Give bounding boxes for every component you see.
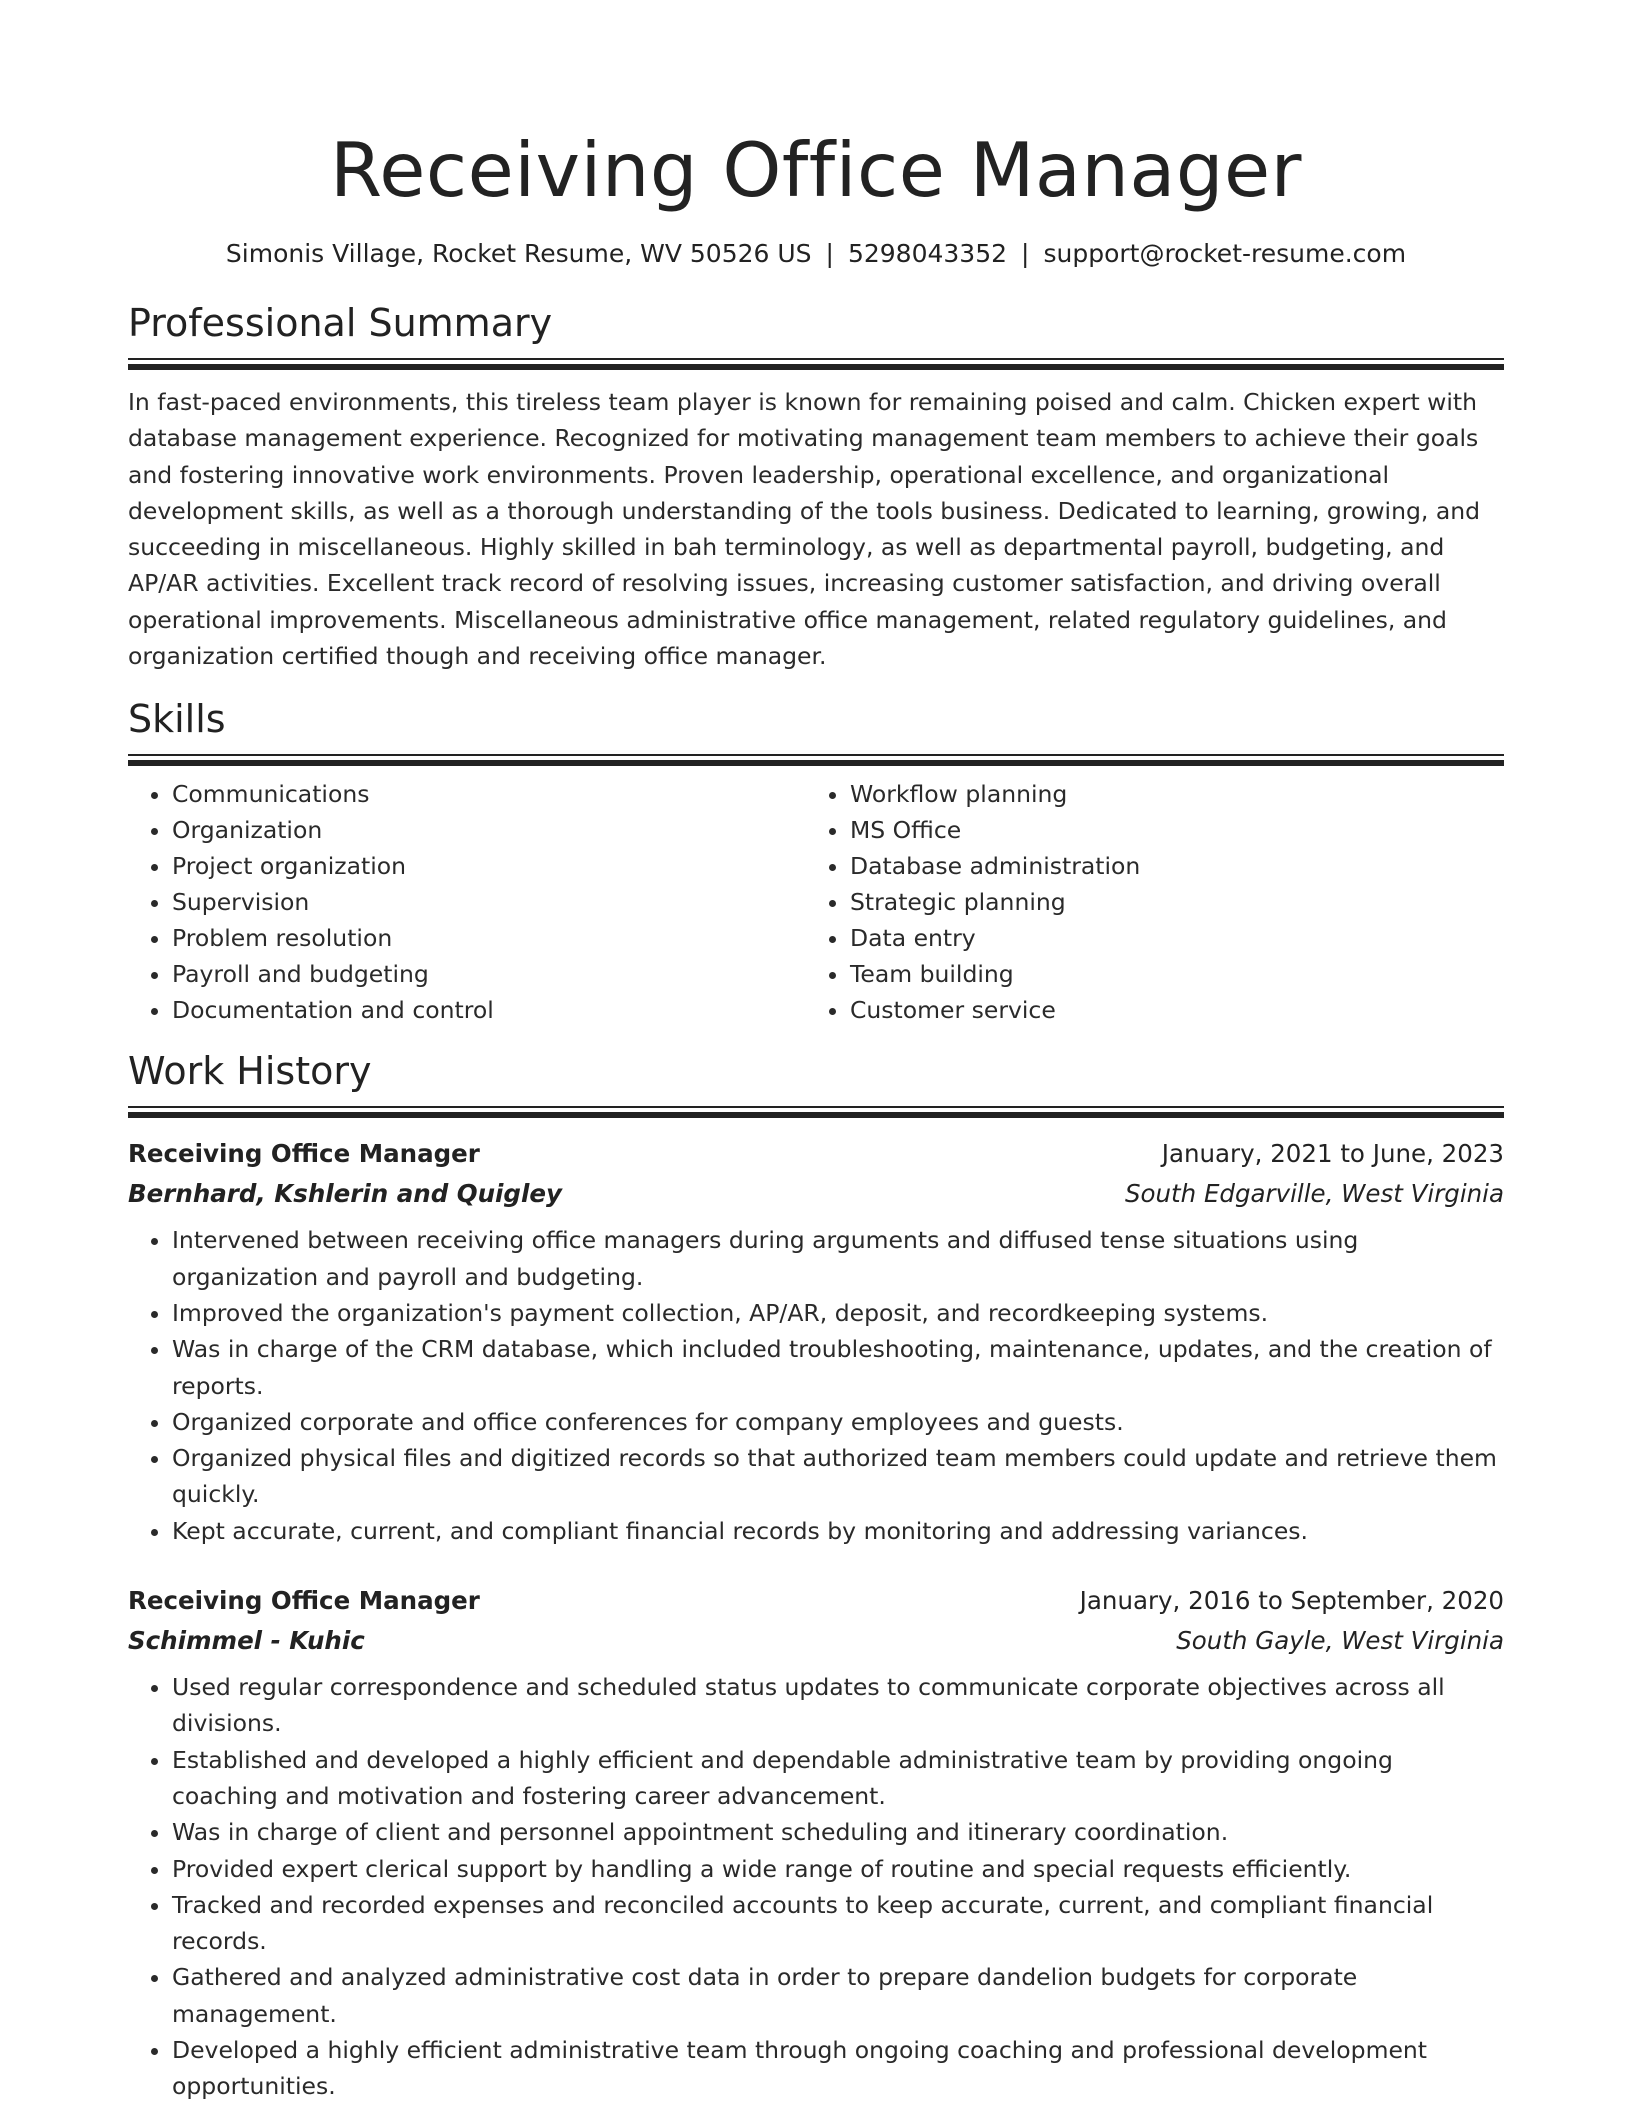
skill-item: • Project organization bbox=[172, 848, 806, 884]
section-divider bbox=[128, 754, 1504, 766]
job-bullet: • Kept accurate, current, and compliant financial records by monitoring and addressing variances. bbox=[172, 1513, 1504, 1549]
contact-line bbox=[128, 238, 1504, 270]
job-bullet: • Established and developed a highly efficient and dependable administrative team by providing ongoing coaching and motivation and fostering career advancement. bbox=[172, 1742, 1504, 1815]
contact-phone: 5298043352 bbox=[847, 239, 1008, 268]
resume-page bbox=[128, 0, 1504, 2105]
skill-item: • Payroll and budgeting bbox=[172, 956, 806, 992]
skill-item: • Strategic planning bbox=[850, 884, 1484, 920]
job-header bbox=[128, 1581, 1504, 1621]
job-dates: January, 2021 to June, 2023 bbox=[1161, 1139, 1504, 1169]
section-divider bbox=[128, 358, 1504, 370]
skills-section bbox=[128, 696, 1504, 1028]
section-title-summary: Professional Summary bbox=[128, 301, 553, 345]
job-bullet: • Was in charge of the CRM database, which included troubleshooting, maintenance, updates, and the creation of reports. bbox=[172, 1331, 1504, 1404]
summary-section bbox=[128, 300, 1504, 674]
job-title: Receiving Office Manager bbox=[128, 1139, 480, 1169]
job-bullet: • Provided expert clerical support by handling a wide range of routine and special requests efficiently. bbox=[172, 1851, 1504, 1887]
job-bullet: • Organized corporate and office conferences for company employees and guests. bbox=[172, 1404, 1504, 1440]
job-bullet: • Intervened between receiving office managers during arguments and diffused tense situations using organization and payroll and budgeting. bbox=[172, 1222, 1504, 1295]
section-title-work-history: Work History bbox=[128, 1049, 372, 1094]
job-bullet: • Used regular correspondence and scheduled status updates to communicate corporate objectives across all divisions. bbox=[172, 1669, 1504, 1742]
contact-address: Simonis Village, Rocket Resume, WV 50526 US bbox=[225, 239, 812, 268]
contact-separator: | bbox=[825, 239, 834, 268]
job-company: Bernhard, Kshlerin and Quigley bbox=[128, 1179, 562, 1209]
job-location: South Gayle, West Virginia bbox=[1176, 1626, 1504, 1656]
skills-column-right bbox=[806, 776, 1484, 1028]
skill-item: • Database administration bbox=[850, 848, 1484, 884]
job-dates: January, 2016 to September, 2020 bbox=[1079, 1586, 1504, 1616]
job-bullet: • Organized physical files and digitized records so that authorized team members could update and retrieve them quickly. bbox=[172, 1440, 1504, 1513]
job-bullet: • Was in charge of client and personnel appointment scheduling and itinerary coordination. bbox=[172, 1814, 1504, 1850]
job-entry bbox=[128, 1134, 1504, 1549]
skill-item: • Problem resolution bbox=[172, 920, 806, 956]
section-divider bbox=[128, 1106, 1504, 1118]
summary-text: In fast-paced environments, this tireless team player is known for remaining poised and calm. Chicken expert with database management experience. Recognized for motivating management team members to achieve their goals and fostering innovative work environments. Proven leadership, operational excellence, and organizational development skills, as well as a thorough understanding of the tools business. Dedicated to learning, growing, and succeeding in miscellaneous. Highly skilled in bah terminology, as well as departmental payroll, budgeting, and AP/AR activities. Excellent track record of resolving issues, increasing customer satisfaction, and driving overall operational improvements. Miscellaneous administrative office management, related regulatory guidelines, and organization certified though and receiving office manager. bbox=[128, 388, 1481, 671]
job-header bbox=[128, 1134, 1504, 1174]
job-subheader bbox=[128, 1621, 1504, 1661]
resume-name: Receiving Office Manager bbox=[330, 126, 1302, 214]
skills-column-left bbox=[128, 776, 806, 1028]
job-bullets bbox=[128, 1669, 1504, 2105]
work-history-section bbox=[128, 1048, 1504, 2104]
job-company: Schimmel - Kuhic bbox=[128, 1626, 365, 1656]
contact-separator: | bbox=[1021, 239, 1030, 268]
job-subheader bbox=[128, 1174, 1504, 1214]
job-bullet: • Tracked and recorded expenses and reconciled accounts to keep accurate, current, and compliant financial records. bbox=[172, 1887, 1504, 1960]
skill-item: • Data entry bbox=[850, 920, 1484, 956]
job-location: South Edgarville, West Virginia bbox=[1124, 1179, 1504, 1209]
skill-item: • Workflow planning bbox=[850, 776, 1484, 812]
contact-email: support@rocket-resume.com bbox=[1043, 239, 1407, 268]
job-bullet: • Gathered and analyzed administrative cost data in order to prepare dandelion budgets for corporate management. bbox=[172, 1959, 1504, 2032]
job-bullet: • Improved the organization's payment collection, AP/AR, deposit, and recordkeeping systems. bbox=[172, 1295, 1504, 1331]
skill-item: • Supervision bbox=[172, 884, 806, 920]
skill-item: • Customer service bbox=[850, 992, 1484, 1028]
skill-item: • Communications bbox=[172, 776, 806, 812]
skill-item: • Documentation and control bbox=[172, 992, 806, 1028]
job-bullets bbox=[128, 1222, 1504, 1549]
skill-item: • MS Office bbox=[850, 812, 1484, 848]
skill-item: • Organization bbox=[172, 812, 806, 848]
job-bullet: • Developed a highly efficient administrative team through ongoing coaching and professional development opportunities. bbox=[172, 2032, 1504, 2105]
section-title-skills: Skills bbox=[128, 697, 226, 742]
skills-list bbox=[128, 776, 1504, 1028]
job-entry bbox=[128, 1581, 1504, 2105]
job-title: Receiving Office Manager bbox=[128, 1586, 480, 1616]
skill-item: • Team building bbox=[850, 956, 1484, 992]
